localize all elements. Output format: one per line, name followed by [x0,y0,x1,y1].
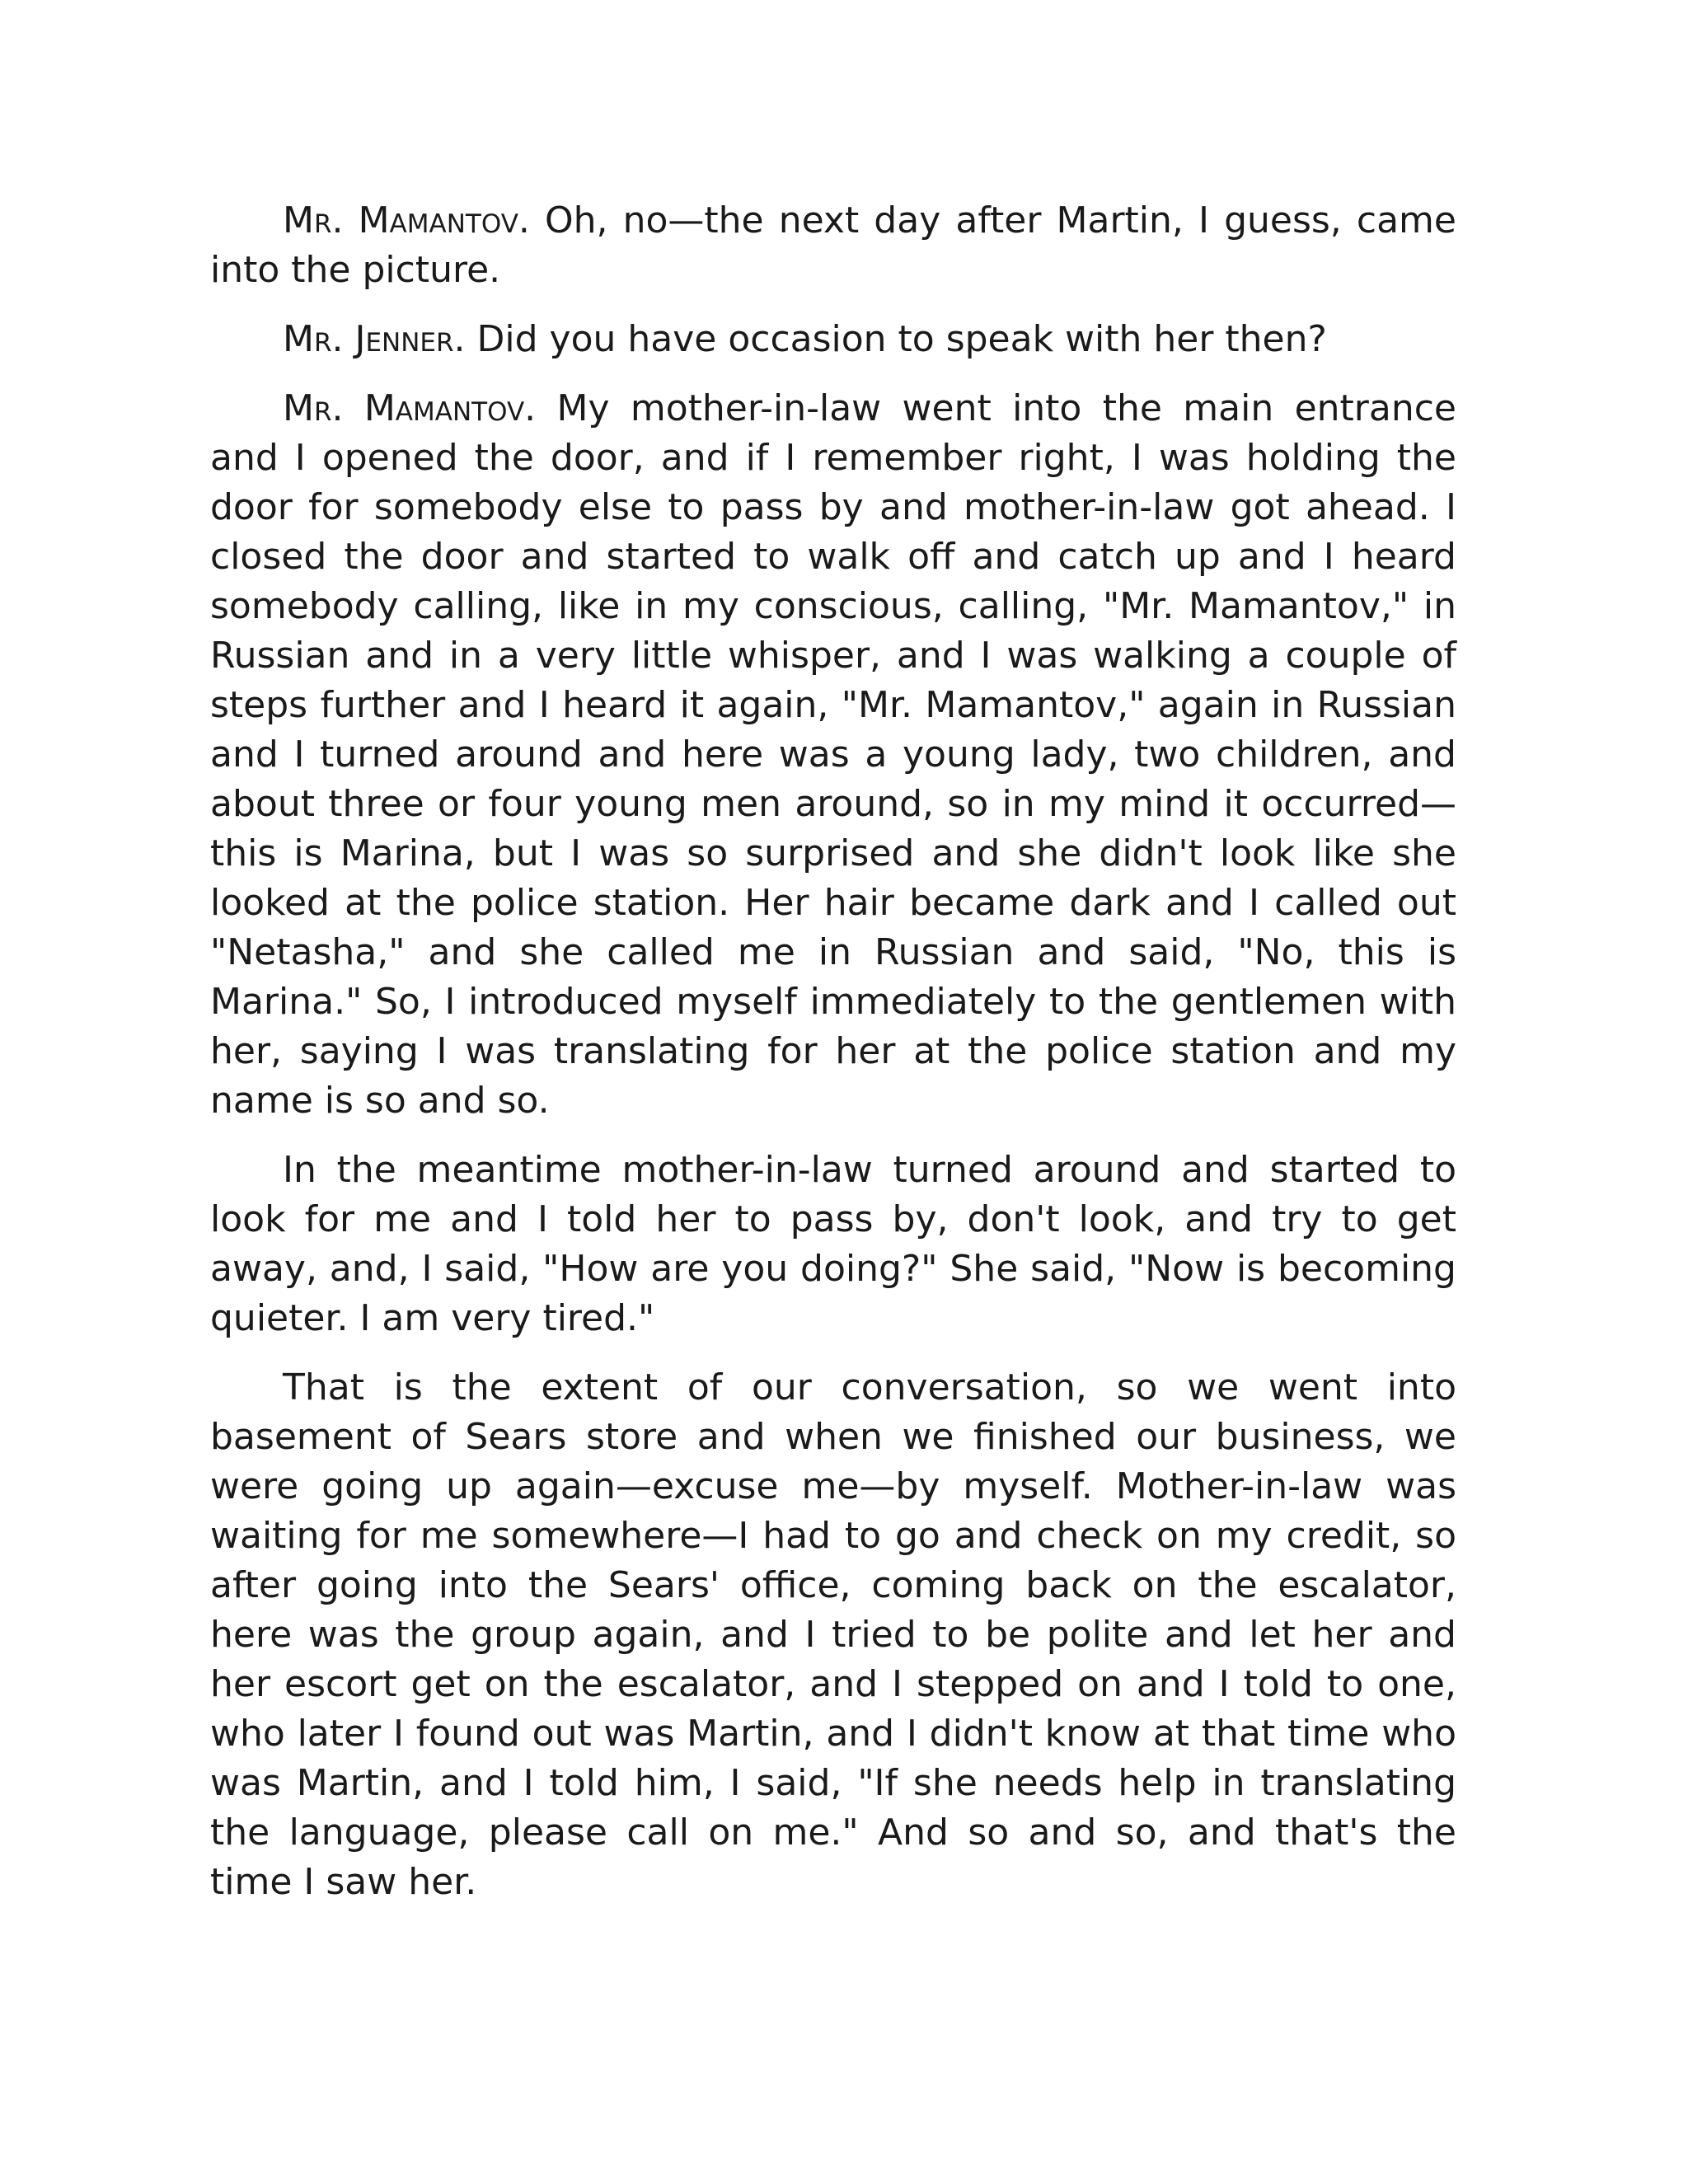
paragraph [210,315,1456,364]
speaker-name: Mr. Mamantov. [283,199,530,241]
paragraph-text: Oh, no—the next day after Martin, I guess, came into the picture. [210,199,1456,291]
paragraph [210,1363,1456,1907]
paragraph [210,1146,1456,1343]
speaker-name: Mr. Jenner. [283,318,466,360]
paragraph-text: Did you have occasion to speak with her then? [476,318,1327,360]
transcript-body [210,196,1456,1927]
paragraph [210,196,1456,295]
speaker-name: Mr. Mamantov. [283,387,537,429]
paragraph-text: In the meantime mother-in-law turned around and started to look for me and I told her to pass by, don't look, and try to get away, and, I said, "How are you doing?" She said, "Now is becoming quieter. I am very tired." [210,1149,1456,1339]
paragraph [210,384,1456,1126]
paragraph-text: My mother-in-law went into the main entrance and I opened the door, and if I remember right, I was holding the door for somebody else to pass by and mother-in-law got ahead. I closed the door and started to walk off and catch up and I heard somebody calling, like in my conscious, calling, "Mr. Mamantov," in Russian and in a very little whisper, and I was walking a couple of steps further and I heard it again, "Mr. Mamantov," again in Russian and I turned around and here was a young lady, two children, and about three or four young men around, so in my mind it occurred—this is Marina, but I was so surprised and she didn't look like she looked at the police station. Her hair became dark and I called out "Netasha," and she called me in Russian and said, "No, this is Marina." So, I introduced myself immediately to the gentlemen with her, saying I was translating for her at the police station and my name is so and so. [210,387,1456,1122]
paragraph-text: That is the extent of our conversation, so we went into basement of Sears store and when we finished our business, we were going up again—excuse me—by myself. Mother-in-law was waiting for me somewhere—I had to go and check on my credit, so after going into the Sears' office, coming back on the escalator, here was the group again, and I tried to be polite and let her and her escort get on the escalator, and I stepped on and I told to one, who later I found out was Martin, and I didn't know at that time who was Martin, and I told him, I said, "If she needs help in translating the language, please call on me." And so and so, and that's the time I saw her. [210,1366,1456,1903]
